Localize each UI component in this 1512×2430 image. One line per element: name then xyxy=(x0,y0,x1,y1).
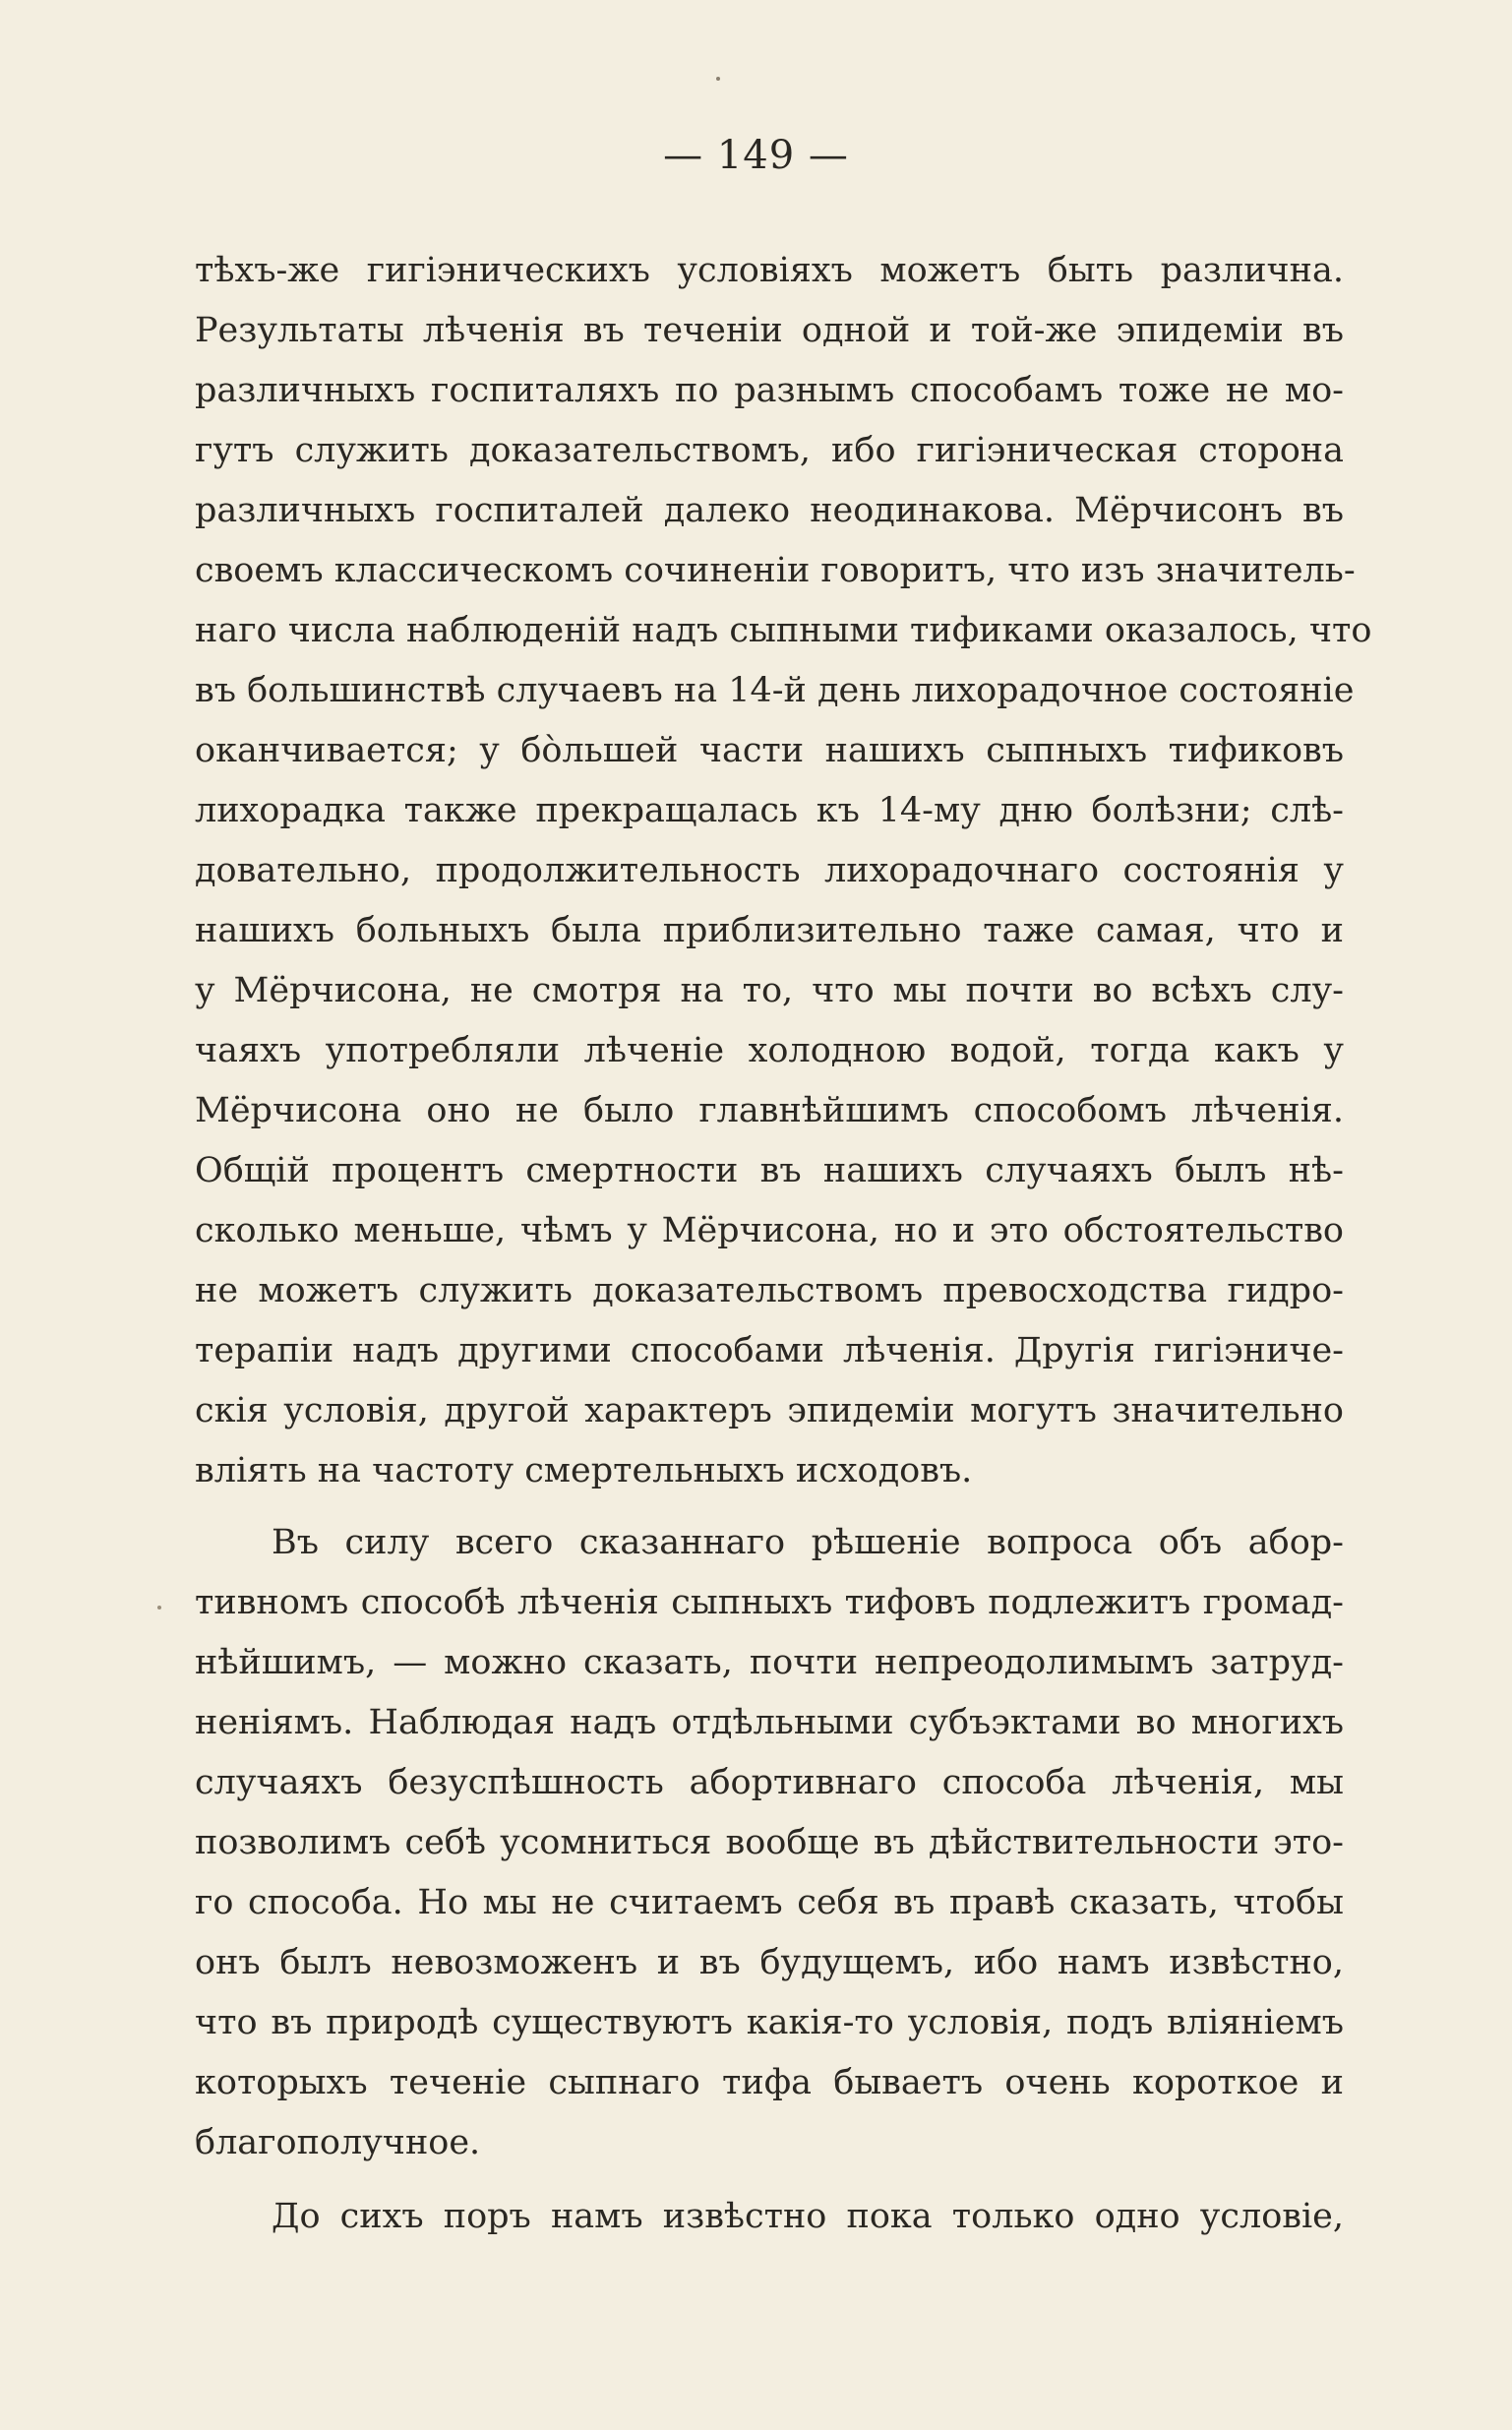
text-line: наго числа наблюденій надъ сыпными тификами оказалось, что xyxy=(195,611,1372,650)
text-line: Въ силу всего сказаннаго рѣшеніе вопроса объ абор- xyxy=(272,1523,1344,1562)
text-line: Результаты лѣченія въ теченіи одной и той-же эпидеміи въ xyxy=(195,311,1344,350)
text-line: чаяхъ употребляли лѣченіе холодною водой, тогда какъ у xyxy=(195,1031,1344,1070)
text-line: гутъ служить доказательствомъ, ибо гигіэническая сторона xyxy=(195,431,1344,470)
text-line: у Мёрчисона, не смотря на то, что мы почти во всѣхъ слу- xyxy=(195,971,1344,1010)
text-line: тѣхъ-же гигіэническихъ условіяхъ можетъ быть различна. xyxy=(195,251,1344,290)
margin-mark xyxy=(157,1606,161,1610)
text-line: различныхъ госпиталей далеко неодинакова. Мёрчисонъ въ xyxy=(195,491,1344,530)
text-line: нѣйшимъ, — можно сказать, почти непреодолимымъ затруд- xyxy=(195,1643,1344,1682)
text-line: До сихъ поръ намъ извѣстно пока только одно условіе, xyxy=(272,2197,1344,2236)
text-line: Мёрчисона оно не было главнѣйшимъ способомъ лѣченія. xyxy=(195,1091,1344,1130)
text-line: Общій процентъ смертности въ нашихъ случаяхъ былъ нѣ- xyxy=(195,1151,1344,1190)
text-line: благополучное. xyxy=(195,2123,481,2162)
text-line: довательно, продолжительность лихорадочнаго состоянія у xyxy=(195,851,1344,890)
text-line: что въ природѣ существуютъ какія-то условія, подъ вліяніемъ xyxy=(195,2003,1344,2042)
text-line: не можетъ служить доказательствомъ превосходства гидро- xyxy=(195,1271,1344,1310)
text-line: лихорадка также прекращалась къ 14-му дню болѣзни; слѣ- xyxy=(195,791,1344,830)
text-line: терапіи надъ другими способами лѣченія. Другія гигіэниче- xyxy=(195,1331,1344,1370)
text-line: онъ былъ невозможенъ и въ будущемъ, ибо намъ извѣстно, xyxy=(195,1943,1344,1982)
text-line: скія условія, другой характеръ эпидеміи могутъ значительно xyxy=(195,1391,1344,1430)
text-line: позволимъ себѣ усомниться вообще въ дѣйствительности это- xyxy=(195,1823,1344,1862)
text-line: сколько меньше, чѣмъ у Мёрчисона, но и это обстоятельство xyxy=(195,1211,1344,1250)
text-line: неніямъ. Наблюдая надъ отдѣльными субъэктами во многихъ xyxy=(195,1703,1344,1742)
ink-speck xyxy=(716,77,720,81)
text-line: го способа. Но мы не считаемъ себя въ правѣ сказать, чтобы xyxy=(195,1883,1344,1922)
text-line: нашихъ больныхъ была приблизительно таже самая, что и xyxy=(195,911,1344,950)
text-line: случаяхъ безуспѣшность абортивнаго способа лѣченія, мы xyxy=(195,1763,1344,1802)
text-line: своемъ классическомъ сочиненіи говоритъ, что изъ значитель- xyxy=(195,551,1356,590)
text-line: вліять на частоту смертельныхъ исходовъ. xyxy=(195,1451,973,1490)
text-line: оканчивается; у бо̀льшей части нашихъ сыпныхъ тификовъ xyxy=(195,731,1344,770)
text-line: различныхъ госпиталяхъ по разнымъ способамъ тоже не мо- xyxy=(195,371,1344,410)
text-line: въ большинствѣ случаевъ на 14-й день лихорадочное состояніе xyxy=(195,671,1355,710)
page-number: — 149 — xyxy=(663,133,849,178)
text-line: тивномъ способѣ лѣченія сыпныхъ тифовъ подлежитъ громад- xyxy=(195,1583,1344,1622)
text-line: которыхъ теченіе сыпнаго тифа бываетъ очень короткое и xyxy=(195,2063,1344,2102)
